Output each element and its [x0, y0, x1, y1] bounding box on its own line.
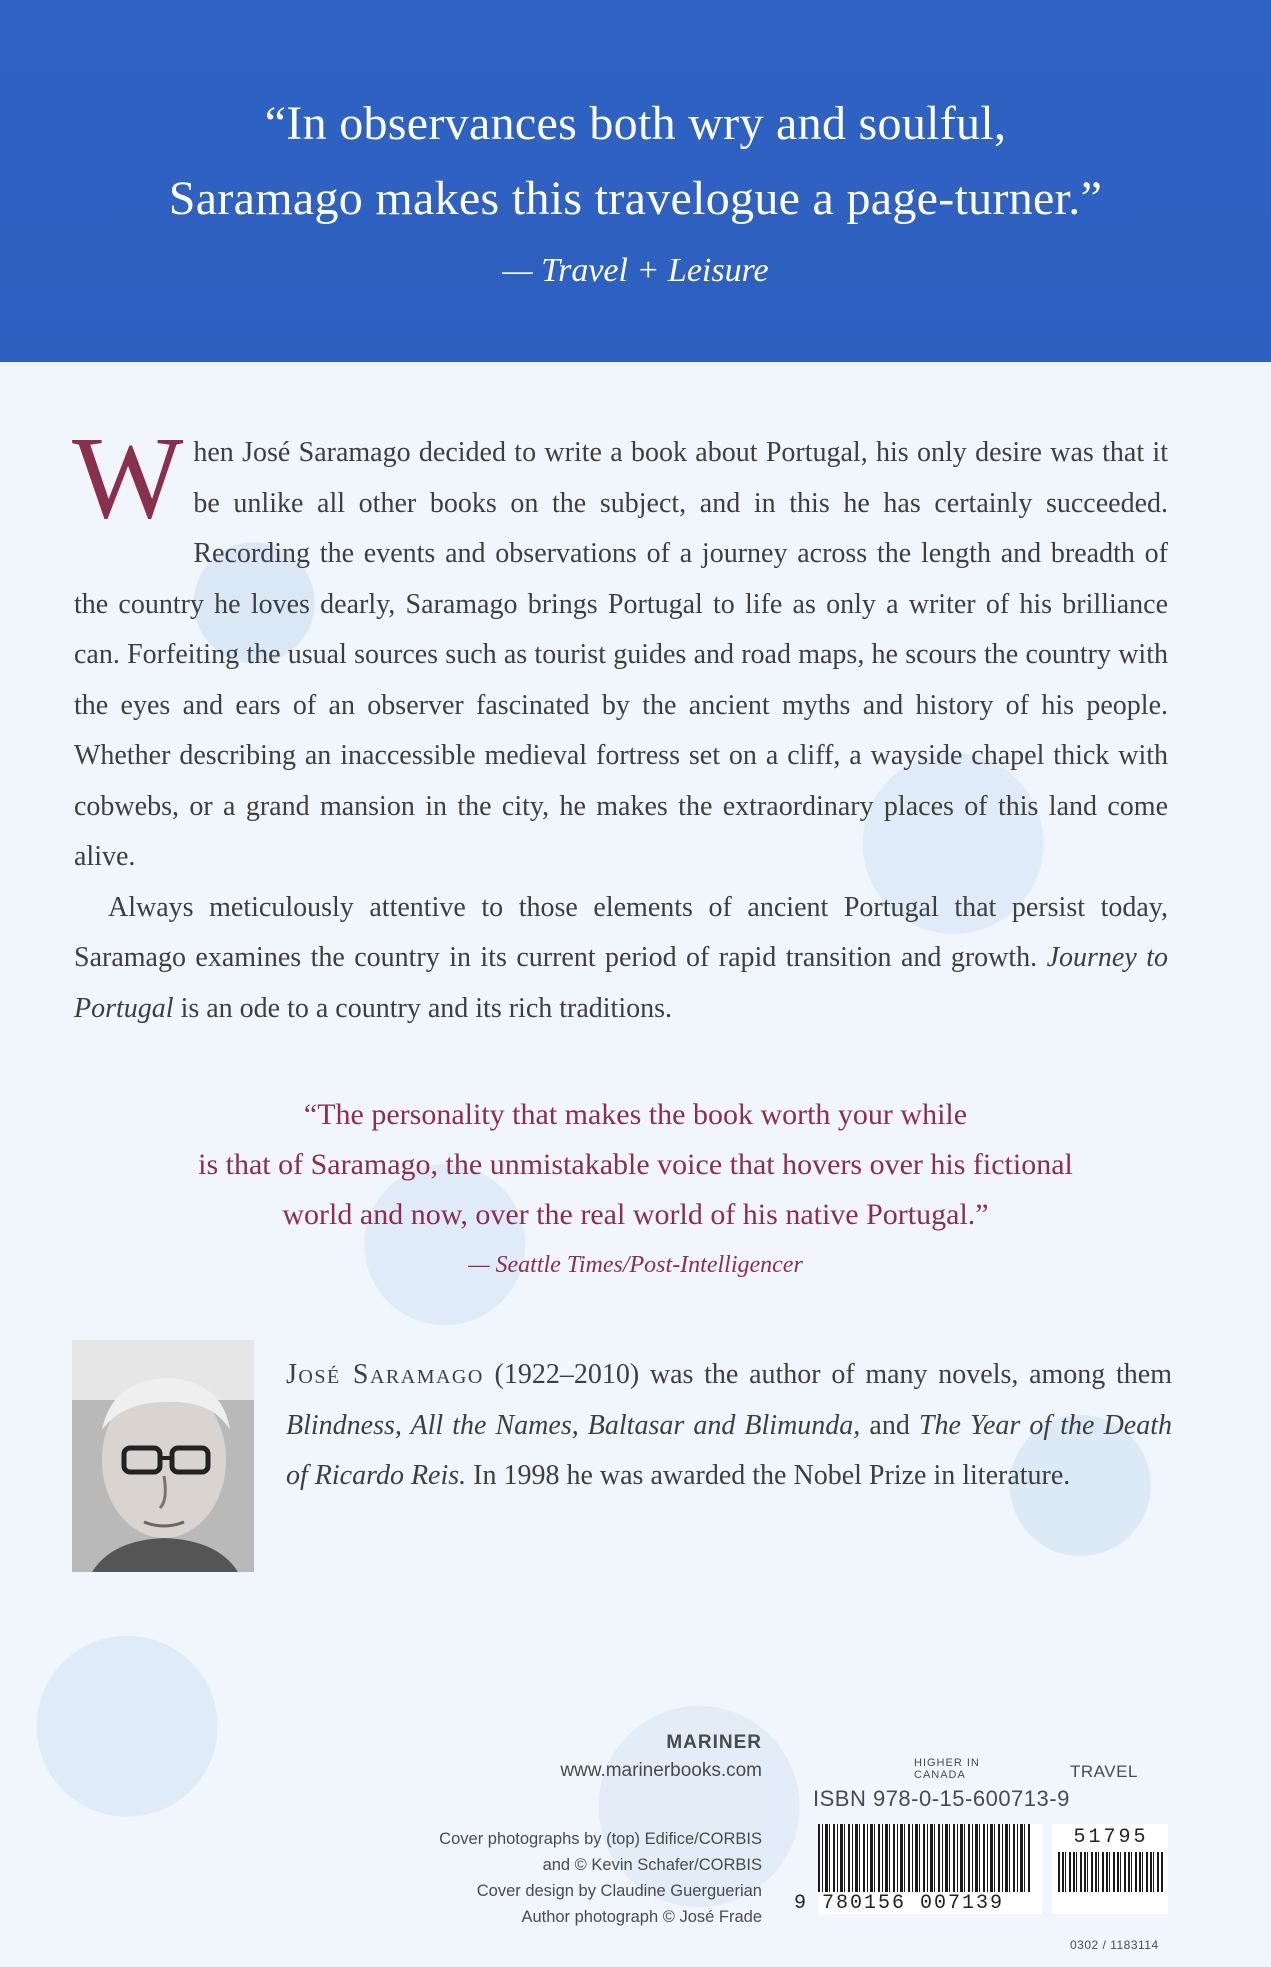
author-bio [286, 1350, 1172, 1502]
author-bio-text-b: and [860, 1409, 919, 1441]
price-region [914, 1757, 980, 1781]
banner-quote-line2: Saramago makes this travelogue a page-turner.” [168, 172, 1103, 225]
banner-quote-line1: “In observances both wry and soulful, [264, 97, 1007, 150]
author-portrait-icon [72, 1340, 254, 1572]
author-name: José Saramago [286, 1359, 484, 1390]
isbn-text: ISBN 978-0-15-600713-9 [813, 1786, 1070, 1811]
book-description [72, 412, 1168, 1034]
description-paragraph-1 [72, 412, 1168, 883]
top-banner [0, 0, 1271, 362]
credit-line-4: Author photograph © José Frade [521, 1908, 762, 1926]
author-novel-title2: The Year of the Death of Ricardo Reis. [286, 1409, 1172, 1491]
review-quote [0, 1090, 1271, 1290]
barcode-icon [818, 1824, 1030, 1892]
credit-line-1: Cover photographs by (top) Edifice/CORBIS [439, 1830, 762, 1848]
cover-credits [300, 1826, 762, 1930]
paragraph2-text-a: Always meticulously attentive to those elements of ancient Portugal that persist today, Saramago examines the country in its current period of rapid transition and growth. [74, 891, 1168, 973]
book-category: TRAVEL [1070, 1762, 1138, 1781]
price-region-line1: HIGHER IN [914, 1757, 980, 1769]
paragraph1-text: hen José Saramago decided to write a book about Portugal, his only desire was that it be unlike all other books on the subject, and in this he has certainly succeeded. Recording the events and observations of a journey across the length and breadth of the country he loves dearly, Saramago brings Portugal to life as only a writer of his brilliance can. Forfeiting the usual sources such as tourist guides and road maps, he scours the country with the eyes and ears of an observer fascinated by the ancient myths and history of his people. Whether describing an inaccessible medieval fortress set on a cliff, a wayside chapel thick with cobwebs, or a grand mansion in the city, he makes the extraordinary places of this land come alive. [74, 437, 1168, 872]
publisher-url: www.marinerbooks.com [560, 1760, 762, 1781]
drop-cap: W [72, 412, 184, 543]
book-title: Journey to Portugal [74, 942, 1168, 1024]
publisher-name: MARINER [666, 1732, 762, 1753]
review-quote-line1: “The personality that makes the book worth your while [303, 1098, 968, 1131]
addon-barcode-icon [1058, 1852, 1164, 1892]
review-quote-source: — Seattle Times/Post-Intelligencer [468, 1252, 803, 1278]
paragraph2-text-b: is an ode to a country and its rich traditions. [173, 992, 673, 1024]
author-novel-titles: Blindness, All the Names, Baltasar and Blimunda, [286, 1409, 861, 1441]
review-quote-line3: world and now, over the real world of his native Portugal.” [282, 1198, 989, 1231]
author-bio-text-c: In 1998 he was awarded the Nobel Prize in literature. [466, 1460, 1071, 1491]
print-code: 0302 / 1183114 [1070, 1938, 1159, 1952]
author-bio-text-a: (1922–2010) was the author of many novels, among them [483, 1359, 1172, 1390]
credit-line-3: Cover design by Claudine Guerguerian [476, 1882, 762, 1900]
description-paragraph-2 [74, 883, 1168, 1035]
addon-digits: 51795 [1073, 1826, 1149, 1849]
banner-attribution: — Travel + Leisure [502, 252, 769, 289]
review-quote-line2: is that of Saramago, the unmistakable voice that hovers over his fictional [198, 1148, 1073, 1181]
credit-line-2: and © Kevin Schafer/CORBIS [542, 1856, 762, 1874]
author-photo [72, 1340, 254, 1572]
barcode-digits: 9 780156 007139 [794, 1892, 1005, 1915]
price-region-line2: CANADA [914, 1769, 966, 1781]
